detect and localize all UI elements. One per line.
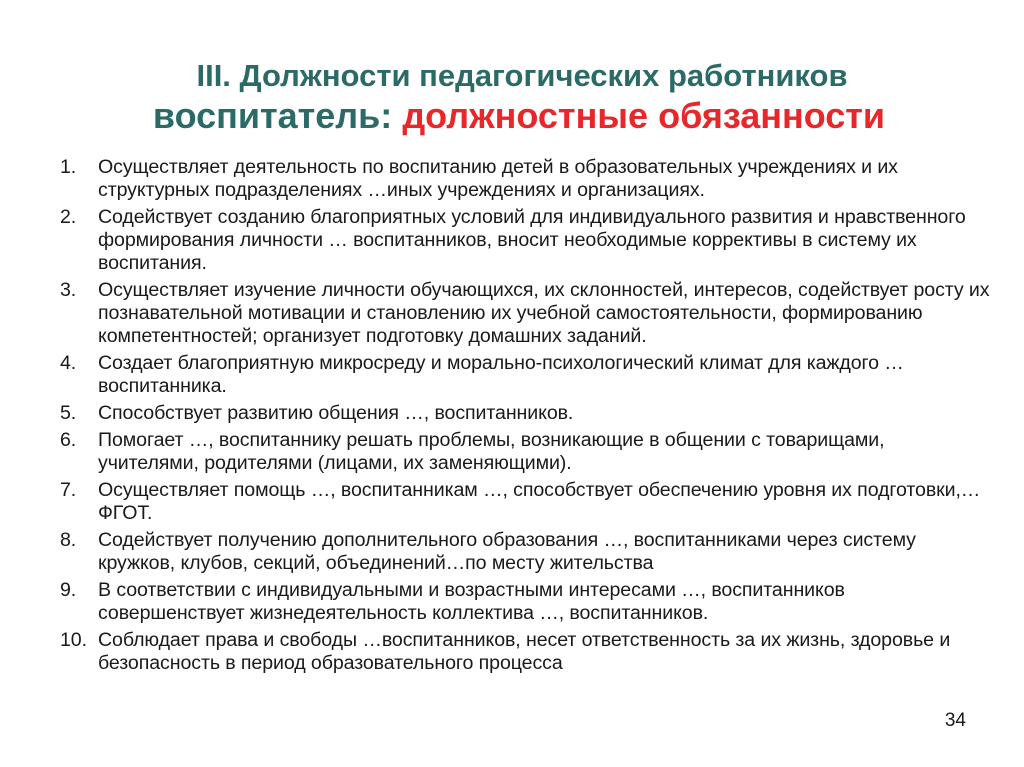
duty-number: 8. xyxy=(60,529,77,551)
page-number: 34 xyxy=(944,710,966,731)
duty-text: Осуществляет помощь …, воспитанникам …, способствует обеспечению уровня их подготовки,… ФГОТ. xyxy=(98,479,981,524)
duty-number: 7. xyxy=(60,479,77,501)
slide-title xyxy=(0,58,1024,138)
duty-text: В соответствии с индивидуальными и возрастными интересами …, воспитанников совершенствует жизнедеятельность коллектива …, воспитанников. xyxy=(98,579,845,624)
duty-item xyxy=(60,629,990,675)
duty-number: 6. xyxy=(60,429,77,451)
duty-number: 2. xyxy=(60,206,77,228)
duty-text: Соблюдает права и свободы …воспитанников, несет ответственность за их жизнь, здоровье и безопасность в период образовательного процесса xyxy=(98,629,951,674)
duty-number: 10. xyxy=(60,629,87,651)
title-prefix: воспитатель: xyxy=(152,95,393,136)
duty-number: 1. xyxy=(60,156,77,178)
duty-text: Осуществляет деятельность по воспитанию детей в образовательных учреждениях и их структурных подразделениях …иных учреждениях и организациях. xyxy=(98,156,898,201)
duty-text: Содействует получению дополнительного образования …, воспитанниками через систему кружков, клубов, секций, объединений…по месту жительства xyxy=(98,529,916,574)
duty-item xyxy=(60,479,990,525)
duty-text: Способствует развитию общения …, воспитанников. xyxy=(98,402,574,424)
duty-number: 3. xyxy=(60,279,77,301)
duty-number: 4. xyxy=(60,352,77,374)
duties-list xyxy=(60,156,990,679)
duty-text: Содействует созданию благоприятных условий для индивидуального развития и нравственного формирования личности … воспитанников, вносит необходимые коррективы в систему их воспитания. xyxy=(98,206,966,274)
duty-text: Осуществляет изучение личности обучающихся, их склонностей, интересов, содействует росту их познавательной мотивации и становлению их учебной самостоятельности, формированию компетентностей; организует подготовку домашних заданий. xyxy=(98,279,990,347)
duty-item xyxy=(60,279,990,348)
duty-item xyxy=(60,429,990,475)
duty-item xyxy=(60,402,990,425)
duty-number: 9. xyxy=(60,579,77,601)
duty-item xyxy=(60,206,990,275)
duty-text: Создает благоприятную микросреду и морально-психологический климат для каждого … воспитанника. xyxy=(98,352,904,397)
title-accent: должностные обязанности xyxy=(402,95,886,136)
title-line-1: III. Должности педагогических работников xyxy=(196,58,848,93)
duty-item xyxy=(60,529,990,575)
duty-item xyxy=(60,156,990,202)
title-line-2 xyxy=(14,94,1024,138)
duty-item xyxy=(60,352,990,398)
duty-item xyxy=(60,579,990,625)
duty-number: 5. xyxy=(60,402,77,424)
duty-text: Помогает …, воспитаннику решать проблемы, возникающие в общении с товарищами, учителями, родителями (лицами, их заменяющими). xyxy=(98,429,885,474)
